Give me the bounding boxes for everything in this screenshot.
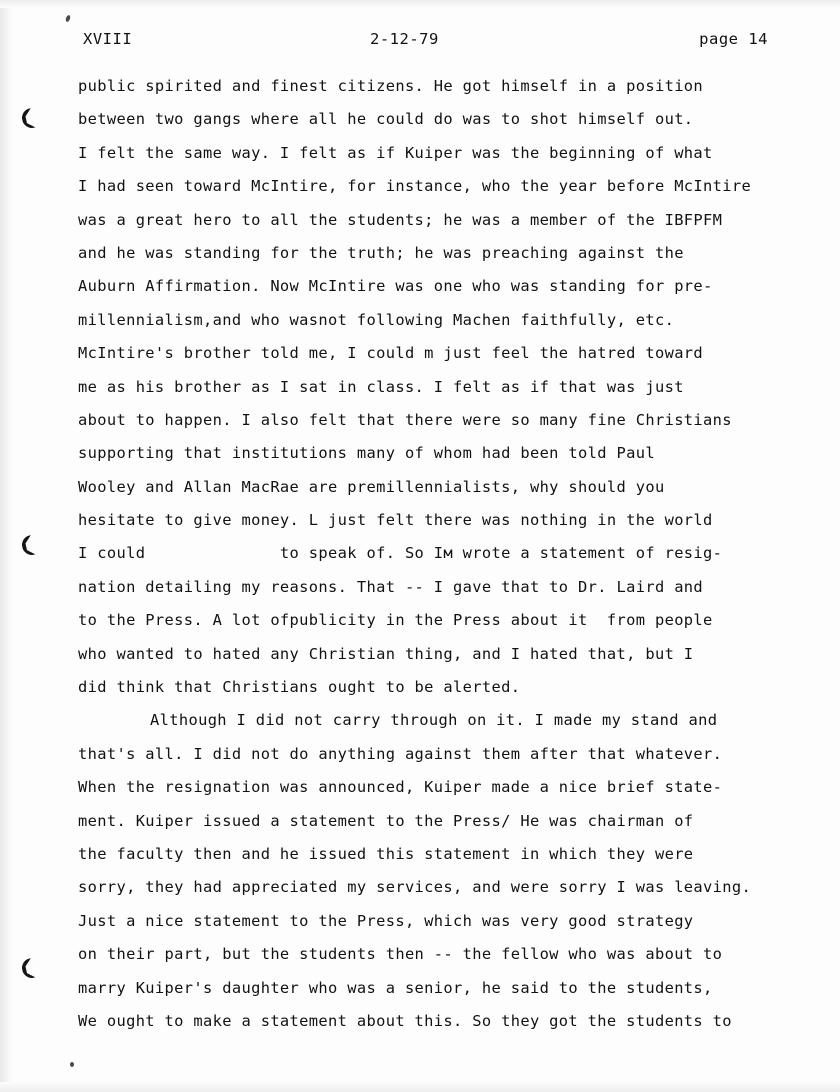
text-line: Auburn Affirmation. Now McIntire was one who was standing for pre- bbox=[78, 277, 713, 296]
text-line: Just a nice statement to the Press, which was very good strategy bbox=[78, 911, 694, 930]
text-line: who wanted to hated any Christian thing, and I hated that, but I bbox=[78, 644, 694, 663]
page-header bbox=[78, 30, 768, 50]
header-section-number: XVIII bbox=[83, 30, 133, 48]
document-body bbox=[78, 70, 790, 1038]
text-line: nation detailing my reasons. That -- I gave that to Dr. Laird and bbox=[78, 577, 704, 596]
page-edge-bottom bbox=[0, 1082, 840, 1092]
text-line: that's all. I did not do anything against them after that whatever. bbox=[78, 744, 723, 763]
text-line: millennialism,and who wasnot following Machen faithfully, etc. bbox=[78, 310, 675, 329]
text-line: did think that Christians ought to be alerted. bbox=[78, 678, 521, 697]
text-line: on their part, but the students then -- the fellow who was about to bbox=[78, 945, 723, 964]
page-edge-left bbox=[0, 0, 12, 1092]
text-line: was a great hero to all the students; he was a member of the IBFPFM bbox=[78, 210, 723, 229]
text-line: me as his brother as I sat in class. I felt as if that was just bbox=[78, 377, 684, 396]
text-line: I could to speak of. So Iм wrote a statement of resig- bbox=[78, 544, 723, 563]
text-line: supporting that institutions many of whom had been told Paul bbox=[78, 444, 655, 463]
text-line: Woοley and Allan MacRae are premillennialists, why should you bbox=[78, 477, 665, 496]
binder-hole-mark-icon bbox=[22, 958, 48, 980]
scan-speck bbox=[70, 1062, 74, 1067]
text-line: We ought to make a statement about this. So they got the students to bbox=[78, 1011, 732, 1030]
text-line: and he was standing for the truth; he was preaching against the bbox=[78, 243, 684, 262]
text-line: public spirited and finest citizens. He got himself in a position bbox=[78, 77, 704, 95]
text-line: the faculty then and he issued this statement in which they were bbox=[78, 844, 694, 863]
text-line: marry Kuiper's daughter who was a senior, he said to the students, bbox=[78, 978, 713, 997]
text-line: I had seen toward McIntire, for instance, who the year before McIntire bbox=[78, 177, 752, 196]
binder-hole-mark-icon bbox=[22, 108, 48, 130]
text-line: between two gangs where all he could do was to shot himself out. bbox=[78, 110, 694, 129]
text-line: When the resignation was announced, Kuiper made a nice brief state- bbox=[78, 778, 723, 797]
binder-hole-mark-icon bbox=[22, 535, 48, 557]
text-line: to the Press. A lot ofpublicity in the Press about it from people bbox=[78, 611, 713, 630]
text-line: McIntire's brother told me, I could m just feel the hatred toward bbox=[78, 344, 704, 363]
text-line: Although I did not carry through on it. I made my stand and bbox=[150, 711, 718, 730]
scan-speck bbox=[65, 15, 71, 23]
text-line: sorry, they had appreciated my services, and were sorry I was leaving. bbox=[78, 878, 752, 897]
text-line: about to happen. I also felt that there were so many fine Christians bbox=[78, 410, 732, 429]
text-line: I felt the same way. I felt as if Kuiper was the beginning of what bbox=[78, 143, 713, 162]
text-line: ment. Kuiper issued a statement to the Press/ He was chairman of bbox=[78, 811, 694, 830]
header-page-number: page 14 bbox=[699, 30, 768, 48]
text-line: hesitate to give money. L just felt there was nothing in the world bbox=[78, 511, 713, 530]
page-edge-top bbox=[0, 0, 840, 8]
header-date: 2-12-79 bbox=[370, 30, 439, 48]
